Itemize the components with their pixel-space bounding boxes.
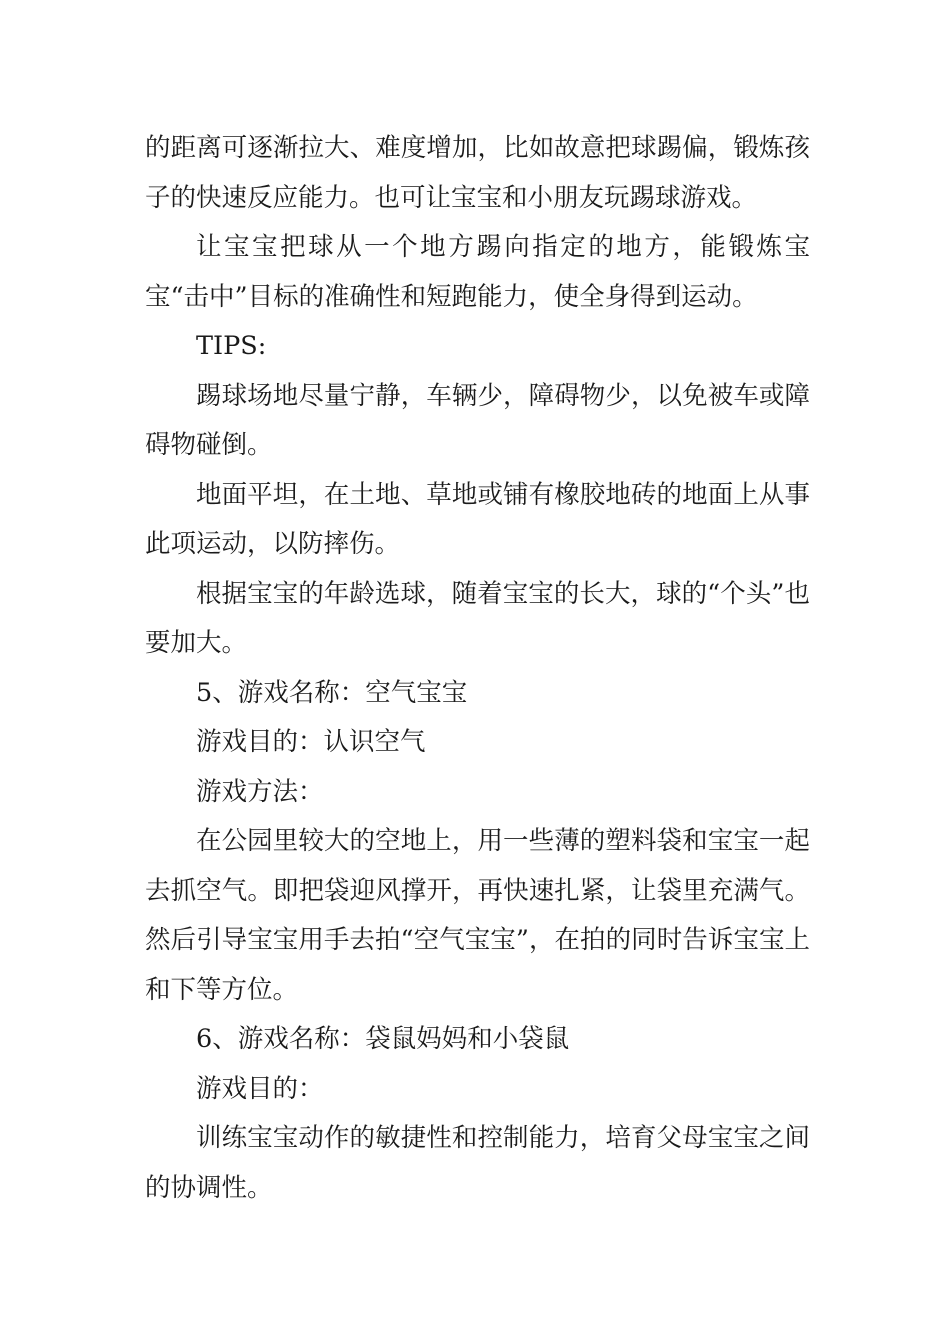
paragraph: 让宝宝把球从一个地方踢向指定的地方，能锻炼宝宝“击中”目标的准确性和短跑能力，使全身得到运动。	[145, 232, 810, 312]
game-title: 6、游戏名称：袋鼠妈妈和小袋鼠	[196, 1024, 570, 1054]
document-body	[145, 124, 810, 1213]
paragraph: 踢球场地尽量宁静，车辆少，障碍物少，以免被车或障碍物碰倒。	[145, 380, 810, 460]
game-title: 5、游戏名称：空气宝宝	[196, 677, 468, 708]
game-method-heading: 游戏方法：	[196, 776, 324, 807]
game-goal: 游戏目的：认识空气	[196, 727, 426, 757]
paragraph: 训练宝宝动作的敏捷性和控制能力，培育父母宝宝之间的协调性。	[145, 1123, 810, 1203]
paragraph-continued: 的距离可逐渐拉大、难度增加，比如故意把球踢偏，锻炼孩子的快速反应能力。也可让宝宝和小朋友玩踢球游戏。	[145, 133, 810, 213]
game-goal-heading: 游戏目的：	[196, 1073, 324, 1104]
paragraph: 在公园里较大的空地上，用一些薄的塑料袋和宝宝一起去抓空气。即把袋迎风撑开，再快速扎紧，让袋里充满气。然后引导宝宝用手去拍“空气宝宝”，在拍的同时告诉宝宝上和下等方位。	[145, 826, 810, 1005]
tips-heading: TIPS:	[196, 331, 267, 361]
paragraph: 地面平坦，在土地、草地或铺有橡胶地砖的地面上从事此项运动，以防摔伤。	[145, 479, 810, 559]
paragraph: 根据宝宝的年龄选球，随着宝宝的长大，球的“个头”也要加大。	[145, 578, 810, 658]
